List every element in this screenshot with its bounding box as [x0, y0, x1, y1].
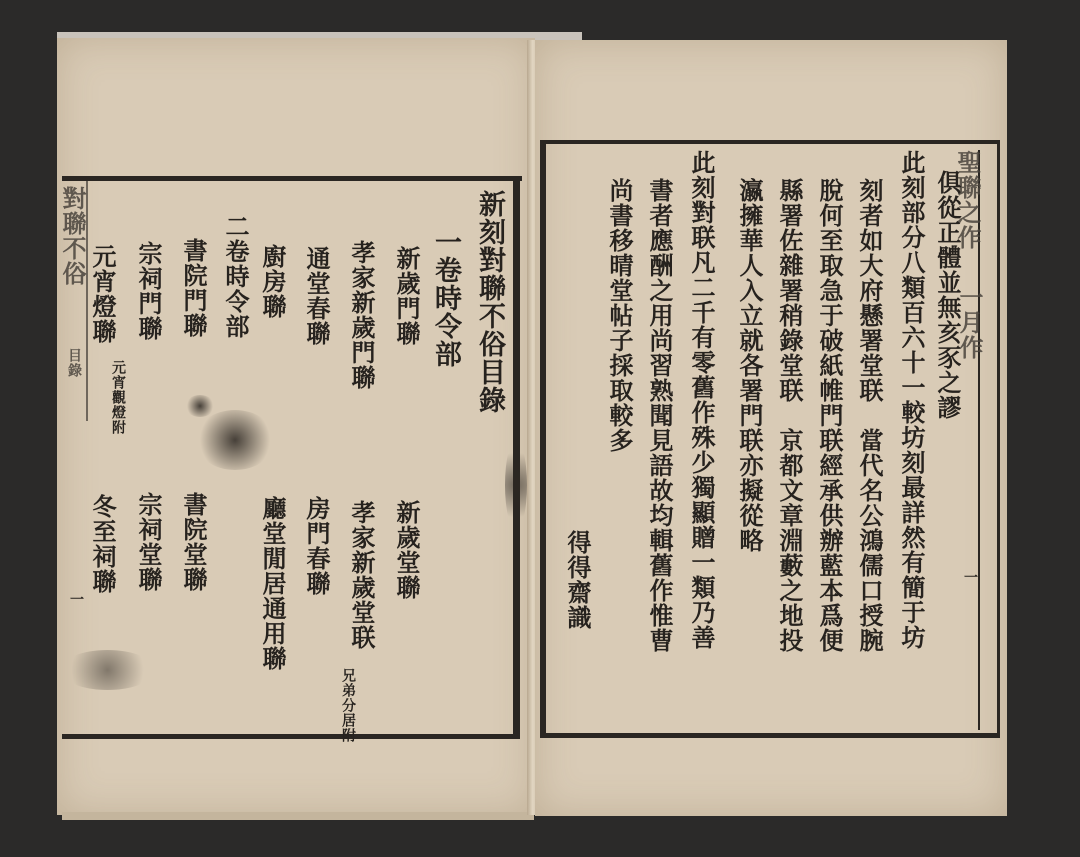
- catalog-note: 元宵觀燈附: [110, 360, 126, 435]
- header-marks: 一月作: [955, 285, 984, 360]
- right-frame-right-rule: [997, 140, 1000, 738]
- catalog-entry: 廚房聯: [258, 244, 287, 319]
- left-page: [57, 38, 535, 815]
- left-frame-bottom-rule: [62, 734, 517, 739]
- catalog-entry: 宗祠門聯: [134, 241, 163, 341]
- catalog-entry: 新歲堂聯: [392, 500, 421, 600]
- catalog-entry: 書院堂聯: [179, 492, 208, 592]
- catalog-entry: 新歲門聯: [392, 246, 421, 346]
- catalog-note: 兄弟分居附: [340, 668, 356, 743]
- volume-two-heading: 二卷時令部: [221, 214, 250, 339]
- right-frame-top-rule: [540, 140, 1000, 144]
- catalog-entry: 元宵燈聯: [88, 244, 117, 344]
- left-frame-top-rule: [62, 176, 522, 181]
- catalog-entry: 書院門聯: [179, 238, 208, 338]
- preface-column: 縣署佐雜署稍錄堂联 京都文章淵藪之地投: [775, 178, 804, 653]
- catalog-entry: 孝家新歲堂联: [347, 500, 376, 650]
- right-page-number: 一: [962, 570, 978, 585]
- ink-blot: [505, 440, 527, 530]
- catalog-entry: 宗祠堂聯: [134, 492, 163, 592]
- preface-column: 俱從正體並無亥豕之謬: [933, 170, 962, 420]
- preface-column: 刻者如大府懸署堂联 當代名公鴻儒口授腕: [855, 178, 884, 653]
- right-frame-bottom-rule: [545, 733, 1000, 738]
- preface-column: 脫何至取急于破紙帷門联經承供辦藍本爲便: [815, 178, 844, 653]
- preface-column: 尚書移晴堂帖子採取較多: [605, 178, 634, 453]
- spine-marks: 目錄: [66, 348, 82, 378]
- ink-blot: [185, 395, 215, 417]
- preface-column: 書者應酬之用尚習熟聞見語故均輯舊作惟曹: [645, 178, 674, 653]
- right-frame-left-rule: [540, 140, 546, 738]
- volume-one-heading: 一卷時令部: [430, 228, 461, 368]
- ink-blot: [195, 410, 275, 470]
- preface-column: 此刻對联凡二千有零舊作殊少獨顯贈一類乃善: [687, 150, 716, 650]
- left-page-number: 一: [68, 592, 84, 607]
- catalog-entry: 冬至祠聯: [88, 494, 117, 594]
- ink-blot: [60, 650, 155, 690]
- catalog-title: 新刻對聯不俗目錄: [474, 190, 505, 414]
- spine-title-fragment: 對聯不俗: [58, 186, 87, 286]
- left-page-bottom-edge: [62, 812, 534, 820]
- preface-column: 此刻部分八類百六十一較坊刻最詳然有簡于坊: [897, 150, 926, 650]
- preface-signature: 得得齋識: [563, 530, 592, 630]
- preface-column: 瀛擁華人入立就各署門联亦擬從略: [735, 178, 764, 553]
- catalog-entry: 廳堂閒居通用聯: [258, 496, 287, 671]
- header-fragment: 聖聯之作: [953, 150, 982, 250]
- catalog-entry: 房門春聯: [302, 496, 331, 596]
- catalog-entry: 通堂春聯: [302, 246, 331, 346]
- catalog-entry: 孝家新歲門聯: [347, 240, 376, 390]
